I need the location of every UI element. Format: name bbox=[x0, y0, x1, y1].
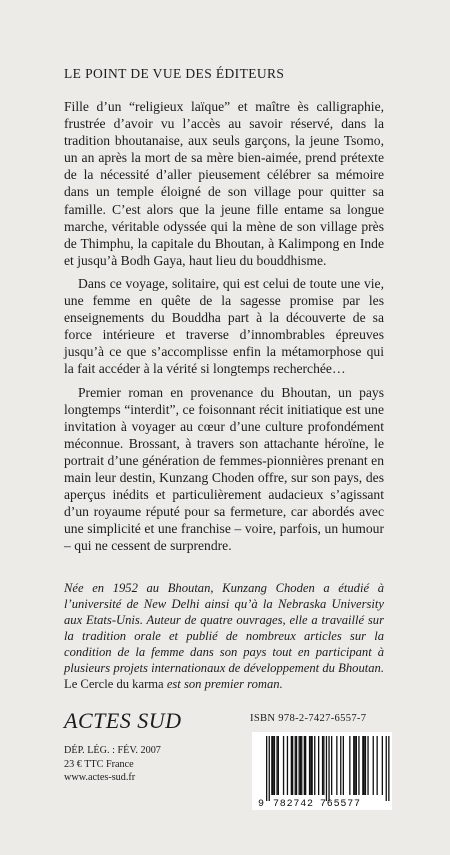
barcode-bar bbox=[291, 736, 292, 795]
barcode-bar bbox=[292, 736, 293, 795]
barcode-bar bbox=[336, 736, 337, 795]
barcode-graphic bbox=[252, 732, 392, 810]
barcode-bar bbox=[271, 736, 272, 795]
barcode-bar bbox=[295, 736, 296, 795]
barcode-bar bbox=[367, 736, 368, 795]
barcode-bar bbox=[296, 736, 297, 795]
barcode-bar bbox=[276, 736, 277, 795]
barcode-bar bbox=[318, 736, 319, 795]
barcode-bar bbox=[323, 736, 324, 795]
synopsis-paragraph-2: Dans ce voyage, solitaire, qui est celui de toute une vie, une femme en quête de la sagesse promise par les enseignements du Bouddha part à la découverte de sa force intérieure et traverse d’innombrables épreuves jusqu’à ce que s’accomplisse enfin la métamorphose qui la fait accéder à la vérité si longtemps recherchée… bbox=[64, 275, 384, 377]
barcode-bar bbox=[353, 736, 354, 795]
barcode-bar bbox=[377, 736, 378, 795]
section-heading: LE POINT DE VUE DES ÉDITEURS bbox=[64, 66, 285, 81]
barcode-bar bbox=[314, 736, 315, 795]
barcode-bar bbox=[343, 736, 344, 795]
barcode-bar bbox=[356, 736, 357, 795]
barcode-right-digits: 765577 bbox=[320, 799, 360, 810]
barcode-left-digits: 782742 bbox=[273, 799, 313, 810]
synopsis-paragraph-1: Fille d’un “religieux laïque” et maître ès calligraphie, frustrée d’avoir vu l’accès au savoir réservé, dans la tradition bhoutanaise, aux seuls garçons, la jeune Tsomo, un an après la mort de sa mère bien-aimée, prend prétexte de la nécessité d’aller pieusement célébrer sa mémoire dans un temple éloigné de son village pour quitter sa famille. C’est alors que la jeune fille entame sa longue marche, véritable odyssée qui la mène de son village près de Thimphu, la capitale du Bhoutan, à Kalimpong en Inde et jusqu’à Bodh Gaya, haut lieu du bouddhisme. bbox=[64, 99, 384, 268]
barcode-bar bbox=[278, 736, 279, 795]
barcode-bar bbox=[283, 736, 284, 795]
synopsis-paragraph-3: Premier roman en provenance du Bhoutan, un pays longtemps “interdit”, ce foisonnant récit initiatique est une invitation à voyager au cœur d’une culture profondément méconnue. Brossant, à travers son attachante héroïne, le portrait d’une génération de femmes-pionnières prenant en main leur destin, Kunzang Choden offre, sur son pays, des aperçus inédits et particulièrement audacieux s’agissant d’un royaume réputé pour sa fermeture, car abordés avec une simplicité et une franchise – voire, parfois, un humour – qui ne cessent de surprendre. bbox=[64, 384, 384, 554]
book-title: Le Cercle du karma bbox=[64, 677, 164, 691]
barcode-bar bbox=[266, 736, 267, 801]
barcode-bar bbox=[358, 736, 359, 795]
barcode-bars bbox=[266, 736, 390, 801]
price: 23 € TTC France bbox=[64, 758, 134, 770]
isbn-label: ISBN 978-2-7427-6557-7 bbox=[250, 713, 367, 724]
barcode-bar bbox=[354, 736, 355, 795]
barcode-bar bbox=[301, 736, 302, 795]
barcode-bar bbox=[299, 736, 300, 795]
barcode-bar bbox=[287, 736, 288, 795]
legal-info bbox=[64, 744, 161, 785]
barcode-bar bbox=[300, 736, 301, 795]
barcode-bar bbox=[305, 736, 306, 795]
legal-deposit: DÉP. LÉG. : FÉV. 2007 bbox=[64, 745, 161, 756]
synopsis bbox=[64, 98, 384, 560]
barcode-bar bbox=[388, 736, 389, 801]
website: www.actes-sud.fr bbox=[64, 772, 136, 783]
barcode-bar bbox=[349, 736, 350, 795]
barcode-bar bbox=[386, 736, 387, 801]
publisher-name: ACTES SUD bbox=[64, 708, 182, 733]
barcode-bar bbox=[273, 736, 274, 795]
barcode-bar bbox=[304, 736, 305, 795]
author-bio-ending: est son premier roman. bbox=[166, 677, 283, 691]
barcode-bar bbox=[274, 736, 275, 795]
barcode-bar bbox=[312, 736, 313, 795]
barcode-bar bbox=[322, 736, 323, 795]
barcode-bar bbox=[310, 736, 311, 795]
barcode bbox=[252, 732, 392, 810]
barcode-bar bbox=[309, 736, 310, 795]
barcode-bar bbox=[364, 736, 365, 795]
author-bio-text: Née en 1952 au Bhoutan, Kunzang Choden a étudié à l’université de New Delhi ainsi qu’à la Nebraska University aux Etats-Unis. Auteur de quatre ouvrages, elle a travaillé sur la tradition orale et publié de nombreux articles sur la condition de la femme dans son pays tout en participant à plusieurs projets internationaux de développement du Bhoutan. bbox=[64, 581, 384, 675]
barcode-bar bbox=[331, 736, 332, 795]
barcode-bar bbox=[326, 736, 327, 801]
barcode-bar bbox=[328, 736, 329, 801]
barcode-bar bbox=[362, 736, 363, 795]
barcode-bar bbox=[269, 736, 270, 801]
barcode-first-digit: 9 bbox=[258, 799, 265, 810]
barcode-bar bbox=[365, 736, 366, 795]
barcode-bar bbox=[340, 736, 341, 795]
barcode-bar bbox=[382, 736, 383, 795]
barcode-bar bbox=[373, 736, 374, 795]
author-bio bbox=[64, 580, 384, 692]
